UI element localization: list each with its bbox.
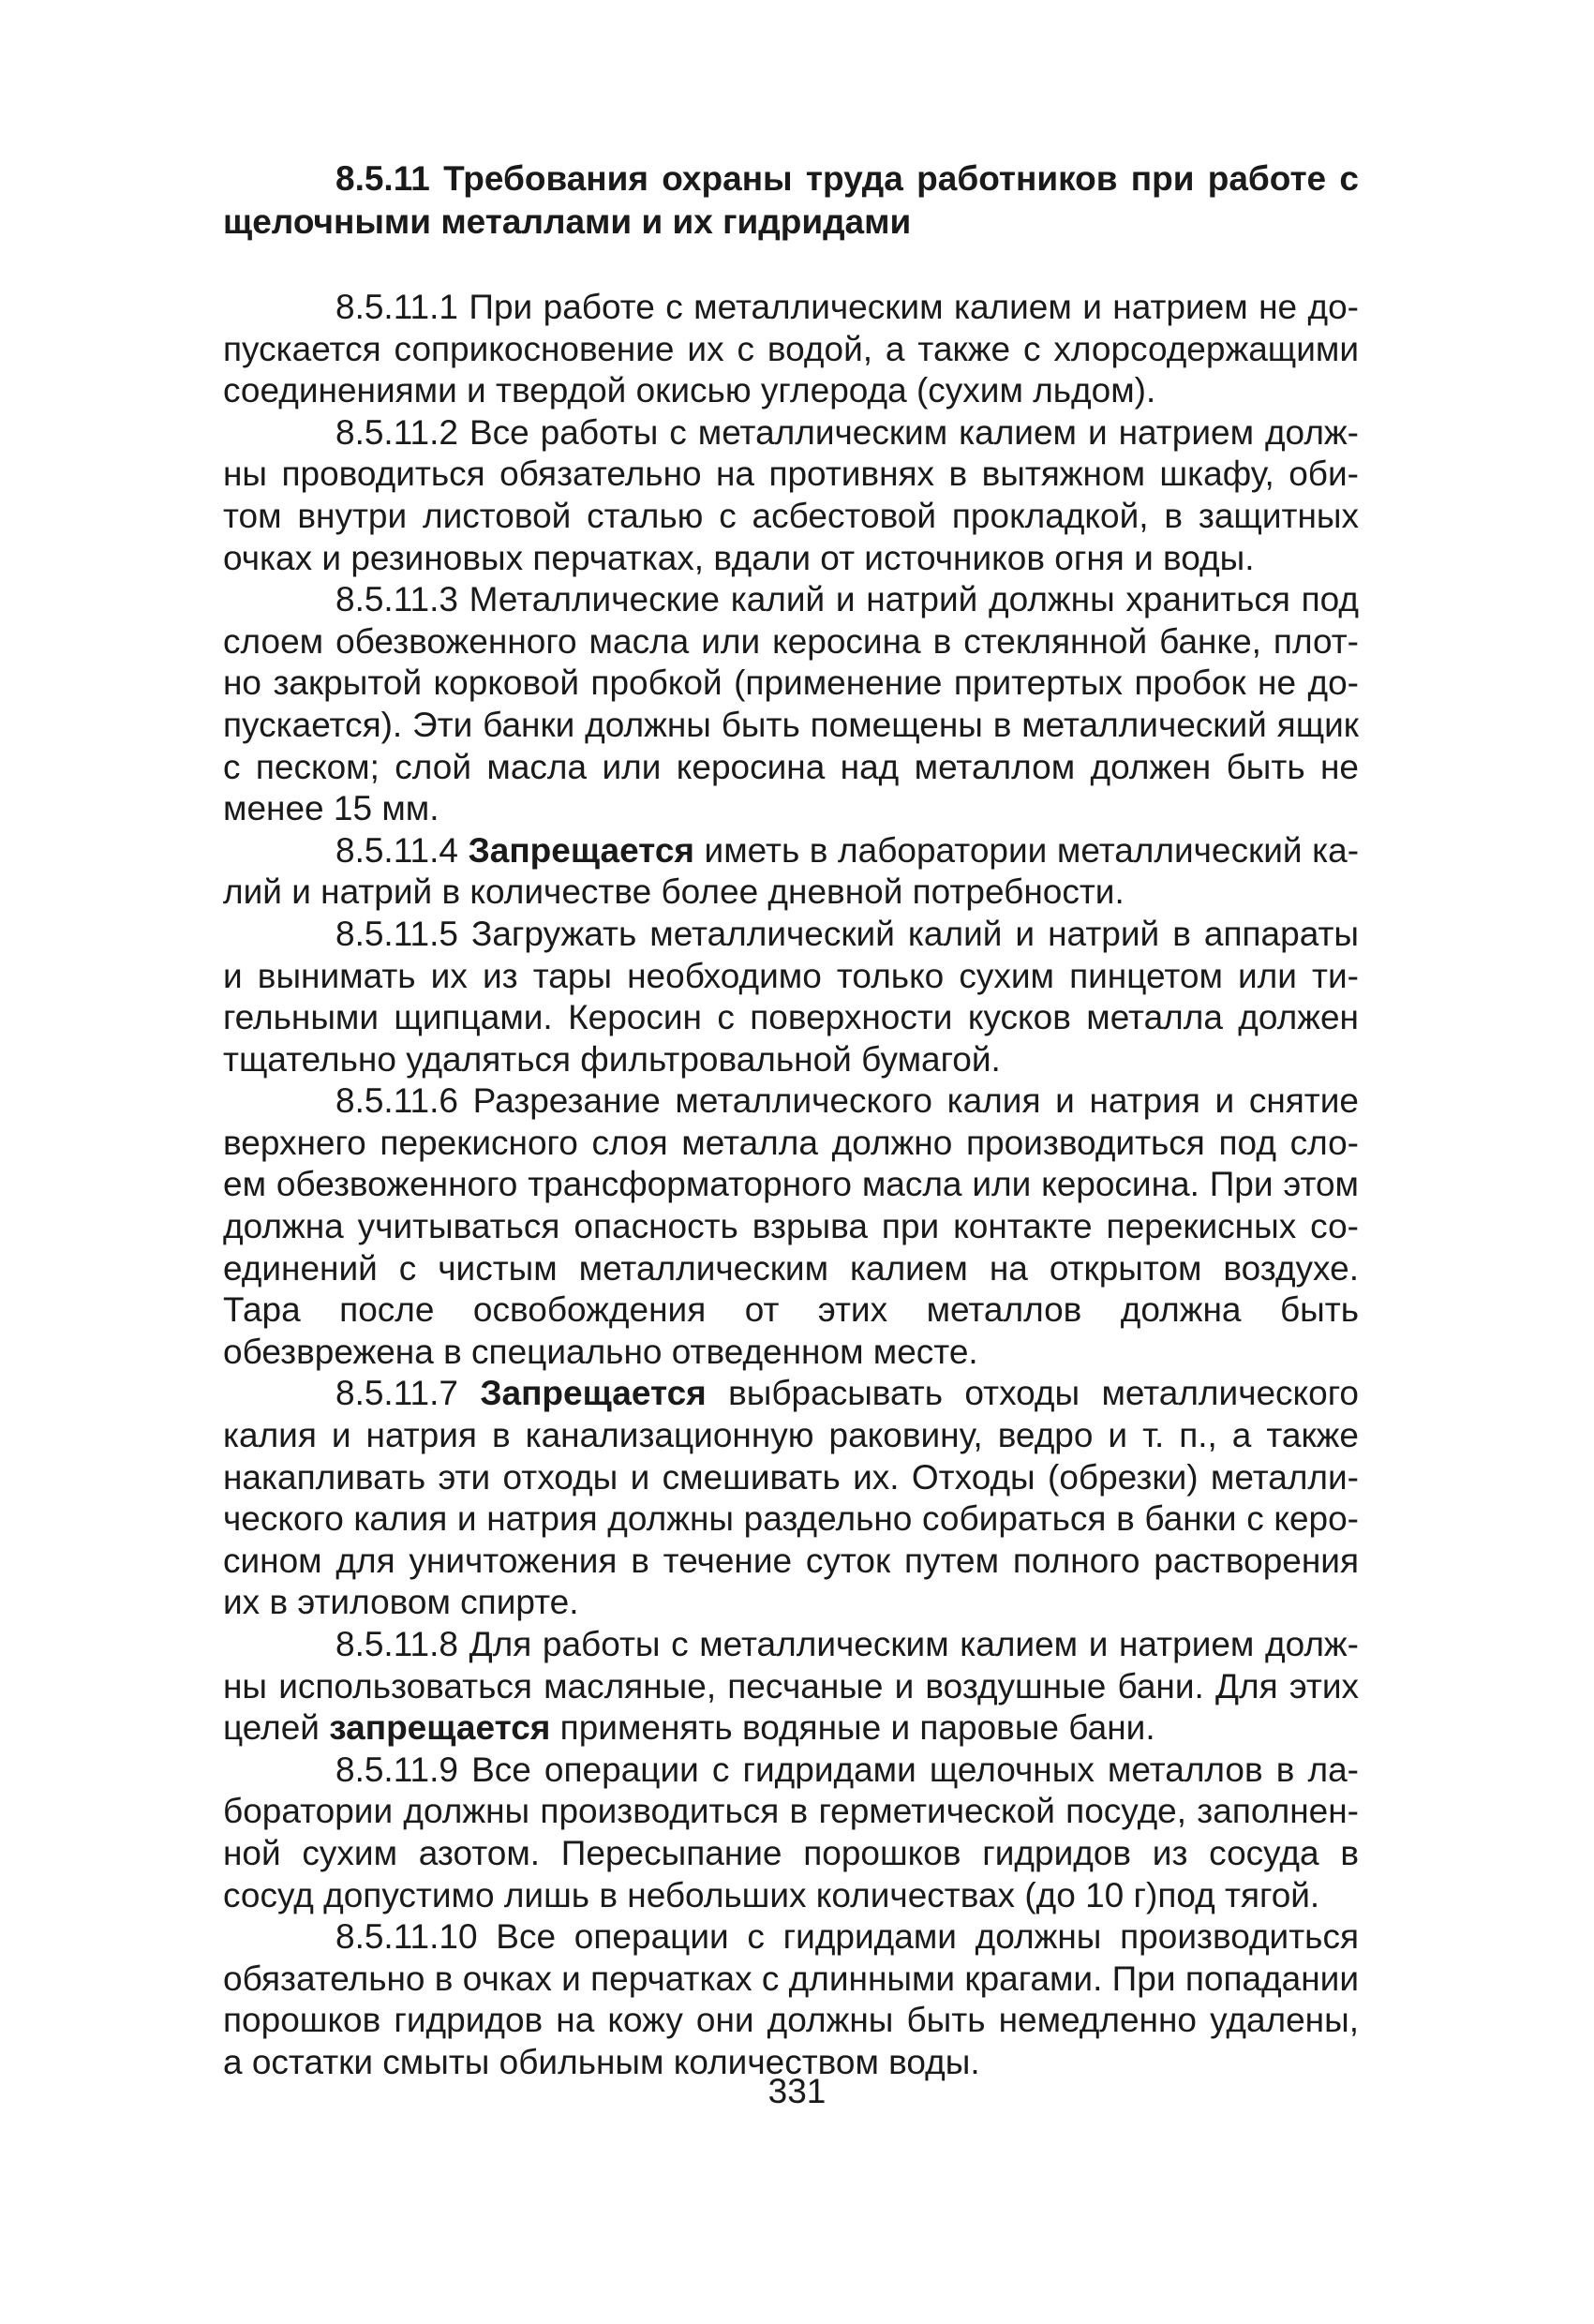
paragraph-text: 8.5.11.5 Загружать металлический калий и натрий в аппараты и вынимать их из тары необходимо только сухим пинцетом или тигельными щипцами. Керосин с поверхности кусков металла должен тщательно удаляться фильтровальной бумагой. — [223, 914, 1359, 1079]
paragraph-text: 8.5.11.7 — [335, 1374, 481, 1413]
section-title: 8.5.11 Требования охраны труда работников при работе с щелочными металлами и их гидридами — [223, 159, 1359, 241]
paragraph-text: 8.5.11.4 — [335, 830, 469, 870]
paragraph-text-tail: выбрасывать отходы металлического калия и натрия в канализационную раковину, ведро и т. п., а также накапливать эти отходы и смешивать их. Отходы (обрезки) металлического калия и натрия должны раздельно собираться в банки с керосином для уничтожения в течение суток путем полного растворения их в этиловом спирте. — [223, 1374, 1359, 1622]
paragraph-text-tail: применять водяные и паровые бани. — [550, 1708, 1155, 1748]
paragraph-text: 8.5.11.6 Разрезание металлического калия и натрия и снятие верхнего перекисного слоя металла должно производиться под слоем обезвоженного трансформаторного масла или керосина. При этом должна учитываться опасность взрыва при контакте перекисных соединений с чистым металлическим калием на открытом воздухе. Тара после освобождения от этих металлов должна быть обезврежена в специально отведенном месте. — [223, 1081, 1359, 1371]
page-number: 331 — [767, 2072, 827, 2110]
paragraph-8-5-11-2 — [223, 412, 1359, 579]
paragraph-text: 8.5.11.10 Все операции с гидридами должны производиться обязательно в очках и перчатках с длинными крагами. При попадании порошков гидридов на кожу они должны быть немедленно удалены, а остатки смыты обильным количеством воды. — [223, 1917, 1359, 2081]
paragraph-text: 8.5.11.1 При работе с металлическим калием и натрием не допускается соприкосновение их с водой, а также с хлорсодержащими соединениями и твердой окисью углерода (сухим льдом). — [223, 288, 1359, 410]
paragraph-8-5-11-5 — [223, 914, 1359, 1080]
paragraph-8-5-11-8 — [223, 1624, 1359, 1750]
paragraph-8-5-11-1 — [223, 287, 1359, 412]
paragraph-text: 8.5.11.2 Все работы с металлическим калием и натрием должны проводиться обязательно на противнях в вытяжном шкафу, обитом внутри листовой сталью с асбестовой прокладкой, в защитных очках и резиновых перчатках, вдали от источников огня и воды. — [223, 412, 1359, 577]
document-page — [223, 157, 1359, 2084]
paragraph-8-5-11-4 — [223, 830, 1359, 914]
paragraph-text: 8.5.11.3 Металлические калий и натрий должны храниться под слоем обезвоженного масла или керосина в стеклянной банке, плотно закрытой корковой пробкой (применение притертых пробок не допускается). Эти банки должны быть помещены в металлический ящик с песком; слой масла или керосина над металлом должен быть не менее 15 мм. — [223, 580, 1359, 828]
paragraph-8-5-11-10 — [223, 1916, 1359, 2083]
paragraph-8-5-11-3 — [223, 579, 1359, 830]
paragraph-bold-text: Запрещается — [468, 830, 694, 870]
paragraph-bold-text: Запрещается — [480, 1374, 707, 1413]
paragraph-text-tail: иметь в лаборатории металлический калий и натрий в количестве более дневной потребности. — [223, 830, 1360, 912]
paragraph-8-5-11-6 — [223, 1080, 1359, 1373]
paragraph-text: 8.5.11.8 Для работы с металлическим калием и натрием должны использоваться масляные, песчаные и воздушные бани. Для этих целей — [223, 1625, 1359, 1748]
paragraph-text: 8.5.11.9 Все операции с гидридами щелочных металлов в лаборатории должны производиться в герметической посуде, заполненной сухим азотом. Пересыпание порошков гидридов из сосуда в сосуд допустимо лишь в небольших количествах (до 10 г)под тягой. — [223, 1750, 1359, 1914]
paragraph-8-5-11-9 — [223, 1750, 1359, 1916]
paragraph-bold-text: запрещается — [329, 1708, 551, 1748]
paragraph-8-5-11-7 — [223, 1373, 1359, 1624]
